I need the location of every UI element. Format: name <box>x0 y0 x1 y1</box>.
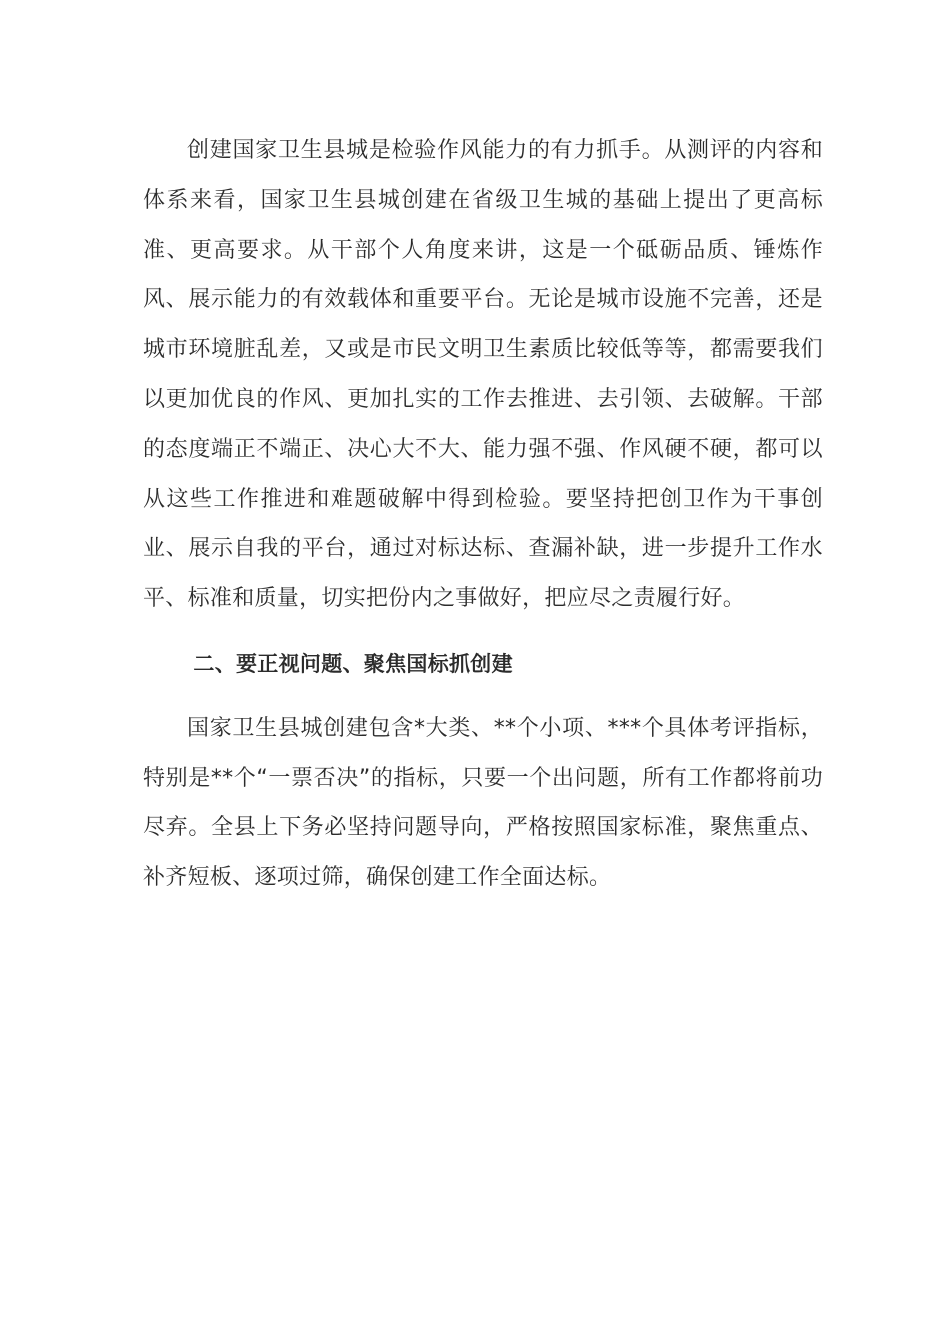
section-heading: 二、要正视问题、聚焦国标抓创建 <box>193 651 513 676</box>
body-paragraph: 国家卫生县城创建包含*大类、**个小项、***个具体考评指标，特别是**个“一票否决”的指标，只要一个出问题，所有工作都将前功尽弃。全县上下务必坚持问题导向，严格按照国家标准，聚焦重点、补齐短板、逐项过筛，确保创建工作全面达标。 <box>143 715 823 891</box>
document-body <box>143 126 823 903</box>
body-paragraph: 创建国家卫生县城是检验作风能力的有力抓手。从测评的内容和体系来看，国家卫生县城创建在省级卫生城的基础上提出了更高标准、更高要求。从干部个人角度来讲，这是一个砥砺品质、锤炼作风、展示能力的有效载体和重要平台。无论是城市设施不完善，还是城市环境脏乱差，又或是市民文明卫生素质比较低等等，都需要我们以更加优良的作风、更加扎实的工作去推进、去引领、去破解。干部的态度端正不端正、决心大不大、能力强不强、作风硬不硬，都可以从这些工作推进和难题破解中得到检验。要坚持把创卫作为干事创业、展示自我的平台，通过对标达标、查漏补缺，进一步提升工作水平、标准和质量，切实把份内之事做好，把应尽之责履行好。 <box>143 138 823 612</box>
